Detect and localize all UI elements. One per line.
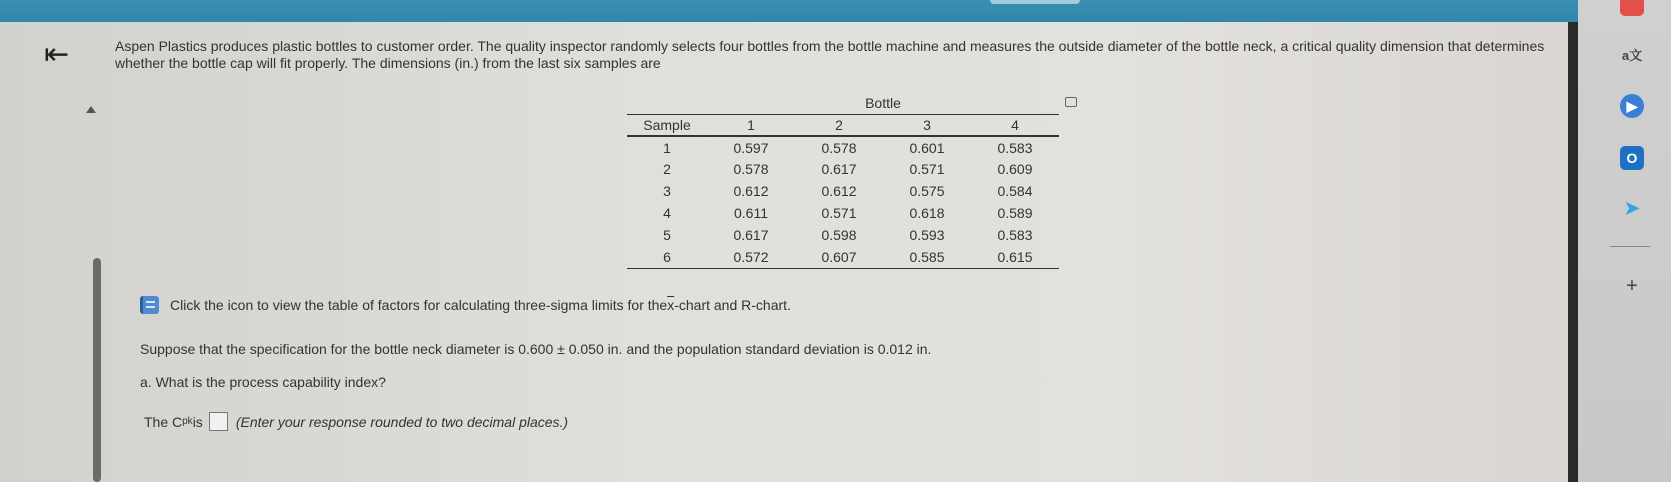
panel-edge xyxy=(1568,22,1578,482)
browser-top-bar xyxy=(0,0,1610,22)
table-cell: 0.607 xyxy=(795,246,883,268)
table-cell: 0.583 xyxy=(997,227,1033,243)
column-header: 2 xyxy=(795,114,883,136)
add-icon[interactable]: + xyxy=(1626,274,1638,297)
app-dock xyxy=(1578,0,1671,482)
answer-hint: (Enter your response rounded to two decimal places.) xyxy=(235,413,569,430)
cpk-answer-input[interactable] xyxy=(209,412,228,431)
column-header: 1 xyxy=(707,114,795,136)
play-icon[interactable]: ▶ xyxy=(1620,94,1644,118)
info-text-prefix: Click the icon to view the table of factors for calculating three-sigma limits for the xyxy=(170,297,668,313)
sample-number: 1 xyxy=(663,139,671,156)
info-text-suffix: -chart and R-chart. xyxy=(674,297,791,313)
table-row xyxy=(627,136,1059,158)
answer-is: is xyxy=(192,413,203,430)
table-cell: 0.612 xyxy=(733,183,769,199)
table-cell: 0.589 xyxy=(997,205,1033,221)
question-a: a. What is the process capability index? xyxy=(140,374,386,390)
table-row xyxy=(627,202,1059,224)
table-cell: 0.609 xyxy=(997,161,1033,177)
table-cell: 0.584 xyxy=(997,183,1033,199)
data-table xyxy=(627,92,1059,269)
sample-header: Sample xyxy=(627,114,707,136)
table-cell: 0.575 xyxy=(909,183,945,199)
table-row xyxy=(627,246,1059,268)
outlook-icon[interactable]: O xyxy=(1620,146,1644,170)
table-row xyxy=(627,180,1059,202)
table-cell: 0.597 xyxy=(733,139,769,156)
alert-icon[interactable] xyxy=(1620,0,1644,16)
table-cell: 0.617 xyxy=(821,161,857,177)
sample-number: 5 xyxy=(663,227,671,243)
answer-subscript: pk xyxy=(182,416,193,427)
sample-number: 6 xyxy=(627,246,707,268)
column-header: 3 xyxy=(883,114,971,136)
table-cell: 0.578 xyxy=(733,161,769,177)
dock-divider xyxy=(1610,246,1650,247)
collapse-up-icon[interactable] xyxy=(86,106,96,113)
translate-icon[interactable]: a文 xyxy=(1621,47,1643,63)
table-cell: 0.585 xyxy=(883,246,971,268)
answer-label: The C xyxy=(144,413,183,430)
table-cell: 0.612 xyxy=(821,183,857,199)
x-bar-symbol: $\overline{x}$ xyxy=(667,297,675,313)
table-cell: 0.578 xyxy=(821,139,857,156)
table-cell: 0.598 xyxy=(821,227,857,243)
telegram-icon[interactable]: ➤ xyxy=(1624,197,1640,218)
table-row xyxy=(627,224,1059,246)
table-cell: 0.601 xyxy=(909,139,945,156)
table-cell: 0.617 xyxy=(733,227,769,243)
specification-text: Suppose that the specification for the bottle neck diameter is 0.600 ± 0.050 in. and the population standard deviation is 0.012 in. xyxy=(140,341,932,357)
book-icon[interactable] xyxy=(140,296,159,314)
table-cell: 0.571 xyxy=(821,205,857,221)
bottle-group-header: Bottle xyxy=(865,94,901,111)
sample-number: 2 xyxy=(663,161,671,177)
scrollbar[interactable] xyxy=(93,258,101,482)
sample-number: 3 xyxy=(663,183,671,199)
factors-info-line xyxy=(140,296,791,314)
table-cell: 0.618 xyxy=(909,205,945,221)
sample-number: 4 xyxy=(663,205,671,221)
table-cell: 0.571 xyxy=(909,161,945,177)
table-cell: 0.593 xyxy=(909,227,945,243)
table-cell: 0.615 xyxy=(971,246,1059,268)
collapse-left-icon[interactable]: ⇤ xyxy=(44,38,70,71)
answer-line xyxy=(144,412,568,431)
problem-statement: Aspen Plastics produces plastic bottles to customer order. The quality inspector randomly selects four bottles from the bottle machine and measures the outside diameter of the bottle neck, a critical quality dimension that determines whether the bottle cap will fit properly. The dimensions (in.) from the last six samples are xyxy=(115,38,1545,71)
copy-table-icon[interactable] xyxy=(1065,97,1077,107)
table-row xyxy=(627,158,1059,180)
table-cell: 0.583 xyxy=(997,139,1033,156)
table-cell: 0.572 xyxy=(707,246,795,268)
title-fragment xyxy=(990,0,1080,4)
table-cell: 0.611 xyxy=(734,205,768,221)
column-header: 4 xyxy=(971,114,1059,136)
